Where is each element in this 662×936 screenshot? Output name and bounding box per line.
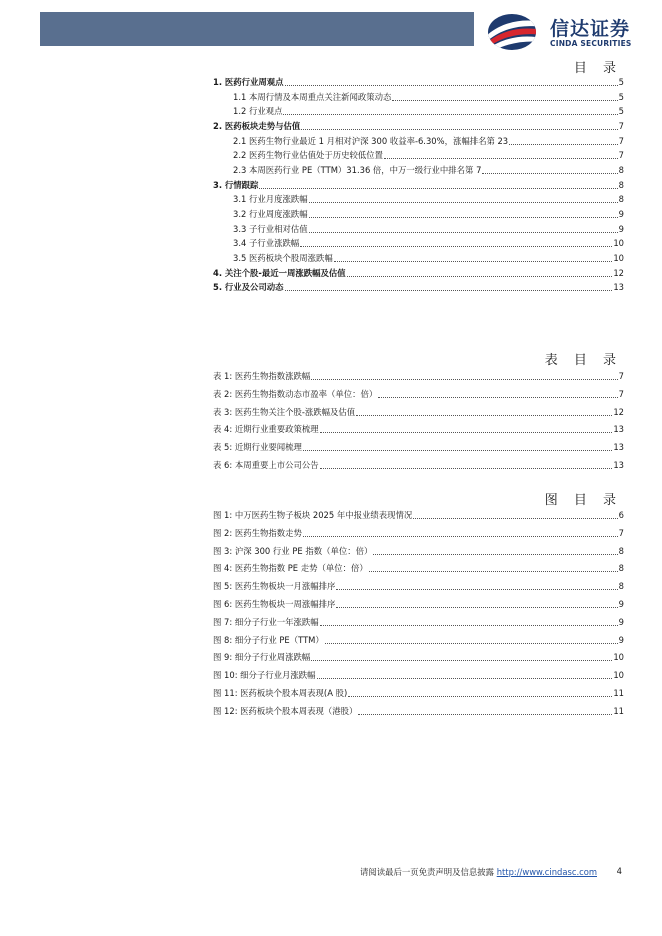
toc-dot-leader	[336, 588, 617, 590]
toc-entry-page: 8	[618, 545, 624, 556]
toc-entry-page: 7	[618, 388, 624, 399]
toc-dot-leader	[320, 624, 618, 626]
toc-dot-leader	[303, 449, 612, 451]
header-bar	[40, 12, 474, 46]
toc-entry-label: 1.2 行业观点	[233, 106, 283, 117]
toc-entry-page: 8	[618, 581, 624, 592]
toc-entry-page: 11	[613, 688, 624, 698]
toc-entry[interactable]	[0, 440, 662, 454]
toc-dot-leader	[325, 642, 618, 644]
toc-dot-leader	[413, 517, 617, 519]
toc-entry-page: 10	[613, 652, 624, 663]
footer-disclaimer: 请阅读最后一页免责声明及信息披露	[360, 867, 495, 877]
toc-entry-page: 12	[613, 406, 624, 417]
toc-entry-label: 图 12: 医药板块个股本周表现（港股）	[213, 705, 358, 716]
toc-entry-page: 10	[613, 670, 624, 681]
toc-entry-label: 3.5 医药板块个股周涨跌幅	[233, 253, 333, 264]
toc-entry[interactable]	[0, 192, 662, 206]
toc-entry-label: 表 4: 近期行业重要政策梳理	[213, 424, 319, 435]
tables-title: 表 目 录	[544, 353, 622, 368]
toc-entry-label: 图 1: 中万医药生物子板块 2025 年中报业绩表现情况	[213, 510, 413, 520]
toc-entry-label: 1. 医药行业周观点	[213, 77, 284, 87]
toc-entry[interactable]	[0, 579, 662, 593]
toc-entry-label: 图 10: 细分子行业月涨跌幅	[213, 670, 316, 681]
toc-dot-leader	[283, 113, 617, 115]
toc-entry[interactable]	[0, 222, 662, 236]
footer-page-number: 4	[616, 866, 622, 876]
toc-entry-page: 9	[618, 223, 624, 234]
toc-dot-leader	[384, 157, 618, 159]
toc-entry-page: 13	[613, 282, 624, 293]
toc-entry-label: 3. 行情跟踪	[213, 179, 259, 190]
toc-entry[interactable]	[0, 75, 662, 89]
toc-entry[interactable]	[0, 104, 662, 118]
footer-url-link[interactable]: http://www.cindasc.com	[496, 867, 597, 877]
toc-entry-label: 3.4 子行业涨跌幅	[233, 238, 300, 249]
toc-entry[interactable]	[0, 119, 662, 133]
toc-entry-label: 图 3: 沪深 300 行业 PE 指数（单位：倍）	[213, 545, 373, 556]
toc-dot-leader	[311, 378, 617, 380]
toc-entry[interactable]	[0, 633, 662, 647]
logo-name: 信达证券	[550, 18, 631, 40]
toc-entry-page: 7	[618, 371, 624, 381]
cinda-logo	[486, 12, 646, 52]
toc-dot-leader	[311, 659, 612, 661]
toc-entry-label: 2. 医药板块走势与估值	[213, 121, 301, 131]
toc-entry-label: 图 6: 医药生物板块一周涨幅排序	[213, 599, 336, 609]
toc-entry[interactable]	[0, 178, 662, 192]
toc-entry-page: 7	[618, 527, 624, 538]
toc-entry[interactable]	[0, 266, 662, 280]
toc-entry-label: 图 5: 医药生物板块一月涨幅排序	[213, 581, 336, 592]
logo-english-name: CINDA SECURITIES	[550, 39, 632, 48]
toc-entry[interactable]	[0, 236, 662, 250]
toc-entry-page: 5	[618, 106, 624, 117]
toc-entry-page: 13	[613, 424, 624, 435]
toc-dot-leader	[317, 677, 613, 679]
toc-entry-page: 8	[618, 194, 624, 205]
toc-entry-page: 8	[618, 179, 624, 190]
toc-entry-label: 图 8: 细分子行业 PE（TTM）	[213, 634, 324, 645]
toc-entry-page: 9	[618, 616, 624, 627]
toc-dot-leader	[285, 289, 613, 291]
toc-dot-leader	[309, 231, 618, 233]
toc-entry-label: 4. 关注个股-最近一周涨跌幅及估值	[213, 267, 346, 278]
contents-title: 目 录	[573, 61, 622, 76]
toc-dot-leader	[259, 187, 617, 189]
toc-entry[interactable]	[0, 508, 662, 522]
toc-entry-page: 10	[613, 238, 624, 249]
toc-entry-label: 表 1: 医药生物指数涨跌幅	[213, 371, 311, 381]
toc-entry-label: 3.2 行业周度涨跌幅	[233, 209, 308, 220]
toc-entry-page: 7	[618, 121, 624, 131]
toc-entry-label: 图 4: 医药生物指数 PE 走势（单位：倍）	[213, 563, 368, 574]
toc-entry[interactable]	[0, 668, 662, 682]
cinda-logo-icon	[486, 12, 546, 54]
toc-dot-leader	[300, 245, 612, 247]
toc-entry[interactable]	[0, 280, 662, 294]
toc-entry-page: 8	[618, 563, 624, 574]
page-footer	[0, 866, 662, 880]
toc-dot-leader	[301, 128, 617, 130]
toc-entry-label: 图 9: 细分子行业周涨跌幅	[213, 652, 311, 663]
toc-dot-leader	[303, 535, 618, 537]
toc-entry-page: 10	[613, 253, 624, 264]
toc-entry[interactable]	[0, 650, 662, 664]
toc-dot-leader	[320, 467, 613, 469]
toc-entry-page: 5	[618, 91, 624, 102]
toc-entry-label: 图 11: 医药板块个股本周表现(A 股)	[213, 688, 348, 698]
toc-dot-leader	[378, 396, 617, 398]
toc-entry[interactable]	[0, 148, 662, 162]
toc-dot-leader	[285, 84, 618, 86]
toc-entry[interactable]	[0, 561, 662, 575]
toc-entry-label: 2.3 本周医药行业 PE（TTM）31.36 倍，中万一级行业中排名第 7	[233, 165, 482, 176]
toc-entry-label: 3.3 子行业相对估值	[233, 223, 308, 234]
toc-dot-leader	[356, 414, 612, 416]
toc-dot-leader	[320, 431, 613, 433]
toc-entry[interactable]	[0, 387, 662, 401]
toc-dot-leader	[482, 172, 617, 174]
toc-dot-leader	[347, 275, 613, 277]
toc-dot-leader	[309, 216, 618, 218]
toc-entry-page: 12	[613, 267, 624, 278]
toc-entry-page: 8	[618, 165, 624, 176]
toc-entry-label: 2.2 医药生物行业估值处于历史较低位置	[233, 150, 383, 161]
toc-entry-page: 7	[618, 150, 624, 161]
toc-dot-leader	[392, 99, 617, 101]
toc-entry[interactable]	[0, 134, 662, 148]
toc-entry-label: 表 6: 本周重要上市公司公告	[213, 460, 319, 470]
toc-entry[interactable]	[0, 163, 662, 177]
toc-dot-leader	[309, 201, 618, 203]
toc-entry-page: 7	[618, 135, 624, 146]
toc-dot-leader	[373, 553, 617, 555]
toc-entry-label: 2.1 医药生物行业最近 1 月相对沪深 300 收益率-6.30%，涨幅排名第 23	[233, 135, 509, 146]
toc-dot-leader	[358, 713, 612, 715]
toc-entry[interactable]	[0, 458, 662, 472]
toc-entry-page: 9	[618, 634, 624, 645]
toc-dot-leader	[509, 143, 618, 145]
toc-entry-label: 表 3: 医药生物关注个股-涨跌幅及估值	[213, 406, 356, 417]
toc-entry[interactable]	[0, 526, 662, 540]
toc-entry-page: 11	[613, 705, 624, 716]
toc-dot-leader	[348, 695, 612, 697]
toc-dot-leader	[334, 260, 613, 262]
toc-entry-page: 9	[618, 209, 624, 220]
toc-entry[interactable]	[0, 544, 662, 558]
toc-entry-page: 13	[613, 460, 624, 470]
toc-entry-label: 5. 行业及公司动态	[213, 282, 284, 293]
toc-entry[interactable]	[0, 686, 662, 700]
toc-entry[interactable]	[0, 207, 662, 221]
toc-entry-label: 3.1 行业月度涨跌幅	[233, 194, 308, 205]
toc-entry[interactable]	[0, 251, 662, 265]
toc-entry-page: 13	[613, 442, 624, 453]
toc-entry[interactable]	[0, 405, 662, 419]
figures-title: 图 目 录	[544, 493, 622, 508]
toc-dot-leader	[336, 606, 617, 608]
toc-dot-leader	[369, 570, 618, 572]
toc-entry[interactable]	[0, 615, 662, 629]
toc-entry-label: 表 2: 医药生物指数动态市盈率（单位：倍）	[213, 388, 378, 399]
toc-entry[interactable]	[0, 704, 662, 718]
toc-entry-page: 9	[618, 599, 624, 609]
toc-entry-label: 表 5: 近期行业要闻梳理	[213, 442, 302, 453]
toc-entry[interactable]	[0, 597, 662, 611]
toc-entry-label: 图 7: 细分子行业一年涨跌幅	[213, 616, 319, 627]
toc-entry-label: 1.1 本周行情及本周重点关注新闻政策动态	[233, 91, 392, 102]
toc-entry[interactable]	[0, 369, 662, 383]
toc-entry-label: 图 2: 医药生物指数走势	[213, 527, 302, 538]
toc-entry-page: 5	[618, 77, 624, 87]
toc-entry[interactable]	[0, 90, 662, 104]
toc-entry[interactable]	[0, 422, 662, 436]
toc-entry-page: 6	[618, 510, 624, 520]
